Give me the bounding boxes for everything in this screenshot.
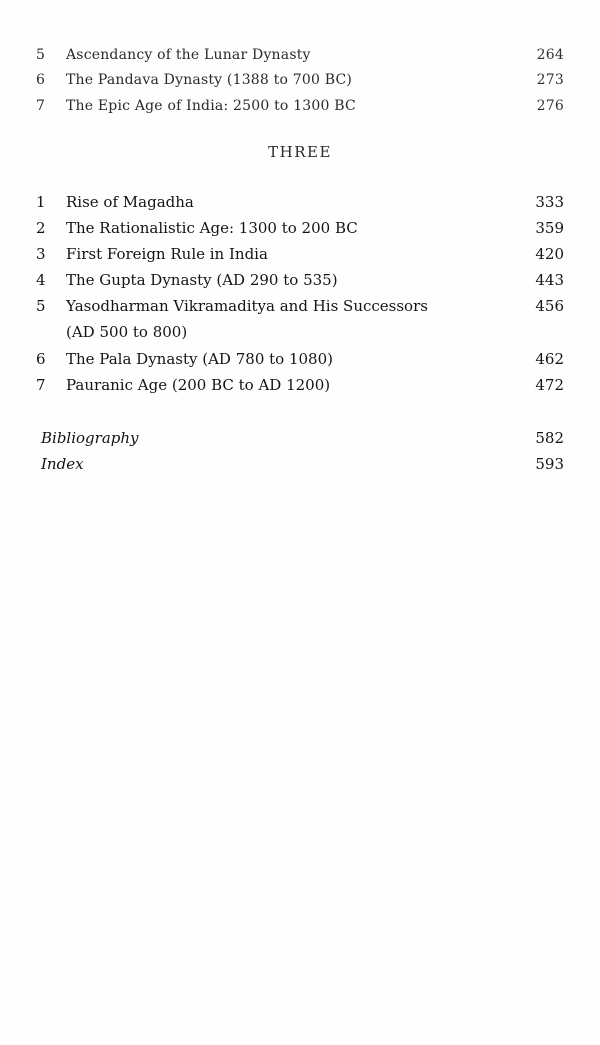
page-number: 273 <box>536 72 564 88</box>
chapter-number: 7 <box>36 98 46 114</box>
chapter-title: Pauranic Age (200 BC to AD 1200) <box>66 376 331 394</box>
chapter-number: 6 <box>36 350 46 368</box>
chapter-title: The Epic Age of India: 2500 to 1300 BC <box>66 98 356 114</box>
page-number: 420 <box>535 245 564 263</box>
chapter-number: 3 <box>36 245 46 263</box>
chapter-title: The Pala Dynasty (AD 780 to 1080) <box>66 350 333 368</box>
page-number: 264 <box>536 47 564 63</box>
chapter-number: 6 <box>36 72 46 88</box>
chapter-title: The Pandava Dynasty (1388 to 700 BC) <box>66 72 353 88</box>
page-number: 276 <box>536 98 564 114</box>
chapter-number: 5 <box>36 297 46 315</box>
chapter-title-continuation: (AD 500 to 800) <box>66 323 188 341</box>
back-matter-title: Bibliography <box>41 429 139 447</box>
page-number: 472 <box>535 376 564 394</box>
chapter-title: Ascendancy of the Lunar Dynasty <box>66 47 311 63</box>
page-number: 359 <box>535 219 564 237</box>
page-number: 456 <box>535 297 564 315</box>
chapter-number: 4 <box>36 271 46 289</box>
chapter-title: Rise of Magadha <box>66 193 194 211</box>
chapter-number: 2 <box>36 219 46 237</box>
page-number: 443 <box>535 271 564 289</box>
chapter-title: The Rationalistic Age: 1300 to 200 BC <box>66 219 358 237</box>
page-number: 333 <box>535 193 564 211</box>
page-number: 593 <box>535 455 564 473</box>
chapter-title: First Foreign Rule in India <box>66 245 268 263</box>
back-matter-title: Index <box>41 455 84 473</box>
chapter-title: The Gupta Dynasty (AD 290 to 535) <box>66 271 338 289</box>
chapter-number: 5 <box>36 47 46 63</box>
page-number: 462 <box>535 350 564 368</box>
chapter-number: 7 <box>36 376 46 394</box>
chapter-number: 1 <box>36 193 46 211</box>
part-heading: THREE <box>268 143 332 161</box>
chapter-title: Yasodharman Vikramaditya and His Successors <box>66 297 428 315</box>
page-number: 582 <box>535 429 564 447</box>
